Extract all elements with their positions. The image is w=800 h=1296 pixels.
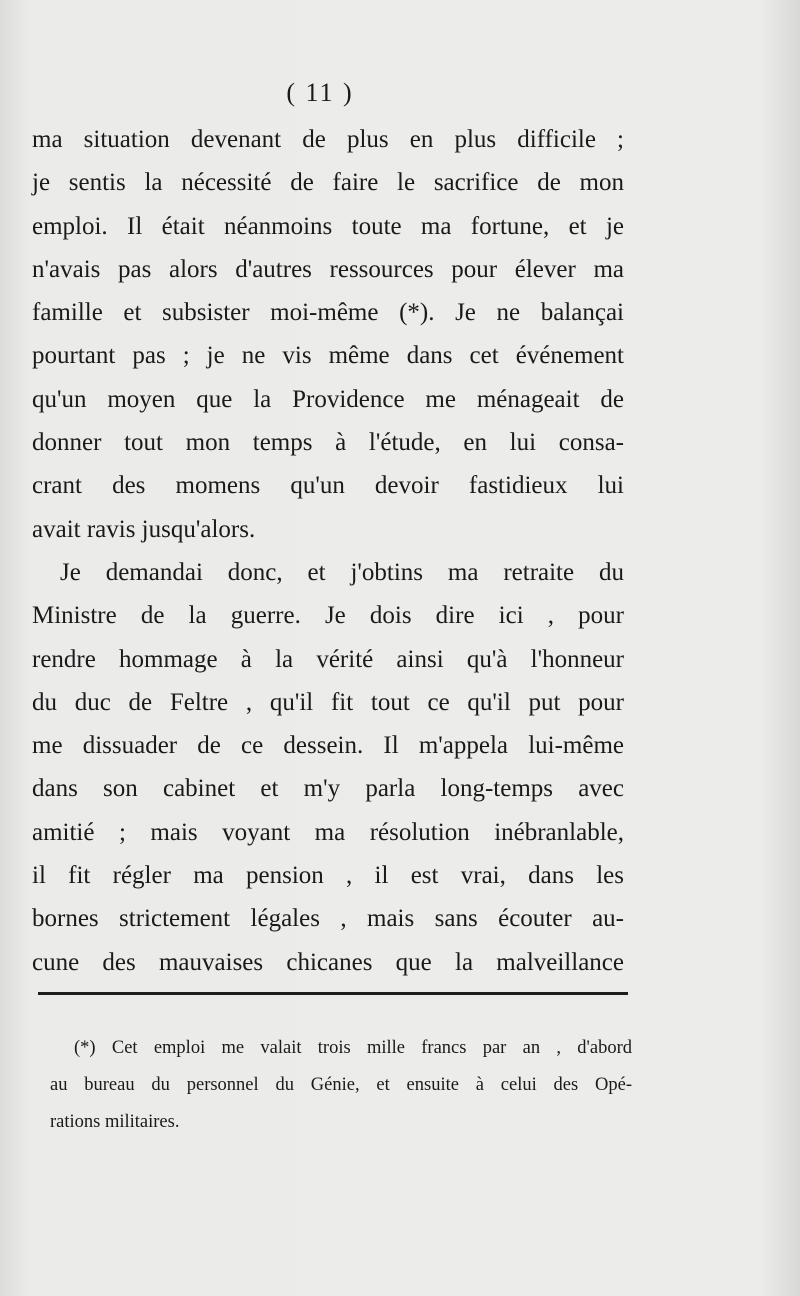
text-line: famille et subsister moi-même (*). Je ne balançai <box>32 299 624 327</box>
footnote-line: (*) Cet emploi me valait trois mille francs par an , d'abord <box>74 1038 632 1058</box>
text-line: n'avais pas alors d'autres ressources pour élever ma <box>32 255 624 283</box>
page-number: ( 11 ) <box>286 78 354 107</box>
text-line: amitié ; mais voyant ma résolution inébranlable, <box>32 818 624 846</box>
text-line: donner tout mon temps à l'étude, en lui consa- <box>32 429 624 457</box>
footnote-line: au bureau du personnel du Génie, et ensuite à celui des Opé- <box>50 1075 632 1095</box>
text-line: cune des mauvaises chicanes que la malveillance <box>32 948 624 976</box>
text-line: qu'un moyen que la Providence me ménageait de <box>32 385 624 413</box>
text-line: il fit régler ma pension , il est vrai, dans les <box>32 862 624 890</box>
text-line: crant des momens qu'un devoir fastidieux lui <box>32 472 624 500</box>
text-line: Je demandai donc, et j'obtins ma retraite du <box>60 558 624 586</box>
text-line: je sentis la nécessité de faire le sacrifice de mon <box>32 169 624 197</box>
text-line: dans son cabinet et m'y parla long-temps avec <box>32 775 624 803</box>
footnote <box>50 1030 632 1141</box>
text-line: emploi. Il était néanmoins toute ma fortune, et je <box>32 212 624 240</box>
text-line: du duc de Feltre , qu'il fit tout ce qu'il put pour <box>32 688 624 716</box>
text-line: bornes strictement légales , mais sans écouter au- <box>32 905 624 933</box>
text-line: rendre hommage à la vérité ainsi qu'à l'honneur <box>32 645 624 673</box>
footnote-line: rations militaires. <box>50 1112 180 1132</box>
body-text <box>32 118 624 984</box>
text-line: Ministre de la guerre. Je dois dire ici , pour <box>32 602 624 630</box>
text-line: pourtant pas ; je ne vis même dans cet événement <box>32 342 624 370</box>
text-line: avait ravis jusqu'alors. <box>32 515 256 543</box>
text-line: ma situation devenant de plus en plus difficile ; <box>32 126 624 153</box>
footnote-rule <box>38 992 628 995</box>
text-line: me dissuader de ce dessein. Il m'appela lui-même <box>32 732 624 760</box>
